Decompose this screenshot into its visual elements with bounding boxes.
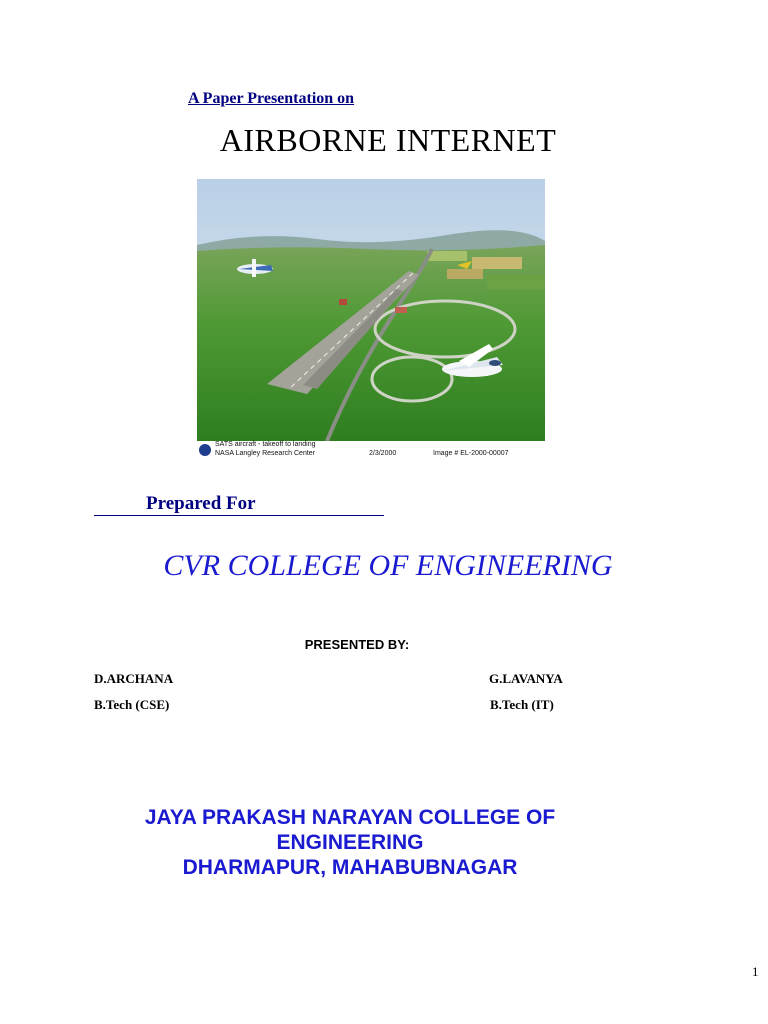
college-line2: ENGINEERING	[276, 831, 424, 854]
author-1-course: B.Tech (CSE)	[94, 697, 170, 712]
figure-caption-line1: SATS aircraft - takeoff to landing	[215, 441, 316, 448]
presentation-subtitle: A Paper Presentation on	[188, 90, 355, 107]
figure-caption-line2: NASA Langley Research Center	[215, 450, 315, 457]
college-line3: DHARMAPUR, MAHABUBNAGAR	[182, 856, 518, 879]
author-2-name: G.LAVANYA	[489, 671, 563, 686]
college-line1: JAYA PRAKASH NARAYAN COLLEGE OF	[144, 806, 556, 829]
prepared-for-line	[94, 493, 384, 516]
figure-image-id: Image # EL-2000-00007	[433, 450, 509, 457]
presenting-college	[0, 805, 700, 880]
cover-figure	[197, 179, 545, 459]
author-2-course: B.Tech (IT)	[490, 697, 554, 712]
nasa-logo-icon	[199, 444, 211, 456]
figure-date: 2/3/2000	[369, 450, 397, 457]
page-number: 1	[752, 964, 759, 979]
author-1-name: D.ARCHANA	[94, 671, 174, 686]
page-title: AIRBORNE INTERNET	[219, 122, 557, 158]
airport-illustration	[197, 179, 545, 459]
prepared-for-label: Prepared For	[146, 493, 256, 514]
presented-by-label: PRESENTED BY:	[304, 637, 410, 652]
recipient-college: CVR COLLEGE OF ENGINEERING	[163, 549, 613, 582]
